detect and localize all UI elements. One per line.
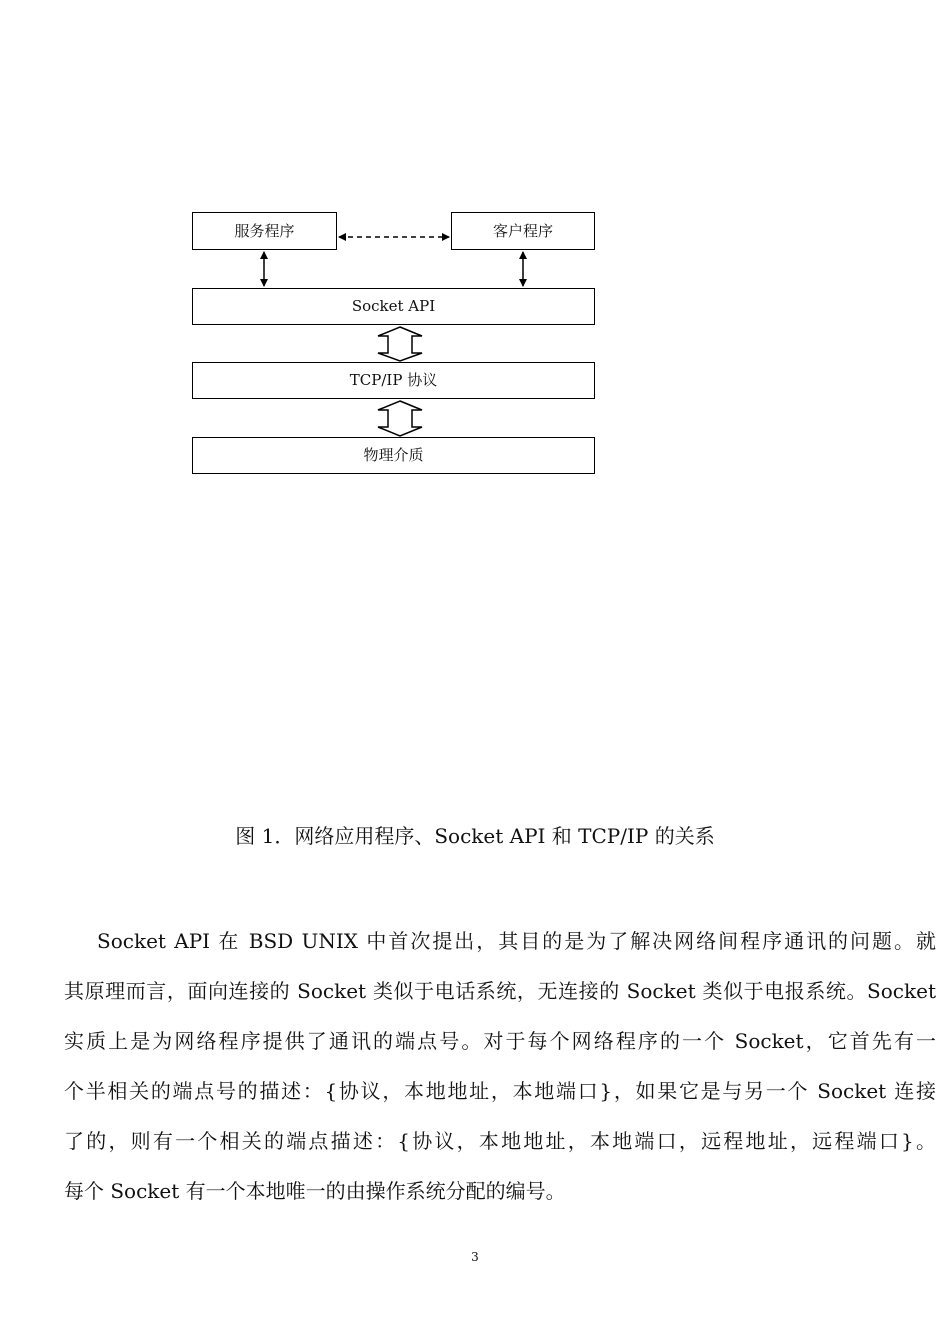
architecture-diagram xyxy=(0,0,950,520)
body-paragraph xyxy=(64,916,936,1216)
paragraph-line: Socket API 在 BSD UNIX 中首次提出，其目的是为了解决网络间程序通讯的问题。就 xyxy=(97,929,936,953)
server-program-box xyxy=(192,212,337,250)
socket-api-label: Socket API xyxy=(351,297,436,315)
paragraph-line: 了的，则有一个相关的端点描述：{协议，本地地址，本地端口，远程地址，远程端口}。 xyxy=(64,1129,936,1153)
figure-caption: 图 1．网络应用程序、Socket API 和 TCP/IP 的关系 xyxy=(235,824,715,848)
tcpip-physical-block-arrow xyxy=(378,401,422,436)
socket-tcpip-block-arrow xyxy=(378,327,422,361)
tcpip-protocol-box xyxy=(192,362,595,399)
paragraph-line: 实质上是为网络程序提供了通讯的端点号。对于每个网络程序的一个 Socket，它首先有一 xyxy=(64,1029,936,1053)
tcpip-protocol-label: TCP/IP 协议 xyxy=(349,371,438,389)
client-program-box xyxy=(451,212,595,250)
paragraph-line: 每个 Socket 有一个本地唯一的由操作系统分配的编号。 xyxy=(64,1179,566,1203)
socket-api-box xyxy=(192,288,595,325)
physical-medium-box xyxy=(192,437,595,474)
client-program-label: 客户程序 xyxy=(492,221,553,240)
server-program-label: 服务程序 xyxy=(234,221,295,240)
paragraph-line: 其原理而言，面向连接的 Socket 类似于电话系统，无连接的 Socket 类似于电报系统。Socket xyxy=(64,979,936,1003)
paragraph-line: 个半相关的端点号的描述：{协议，本地地址，本地端口}，如果它是与另一个 Socket 连接 xyxy=(64,1079,936,1103)
page-number: 3 xyxy=(471,1250,479,1264)
physical-medium-label: 物理介质 xyxy=(363,446,424,464)
